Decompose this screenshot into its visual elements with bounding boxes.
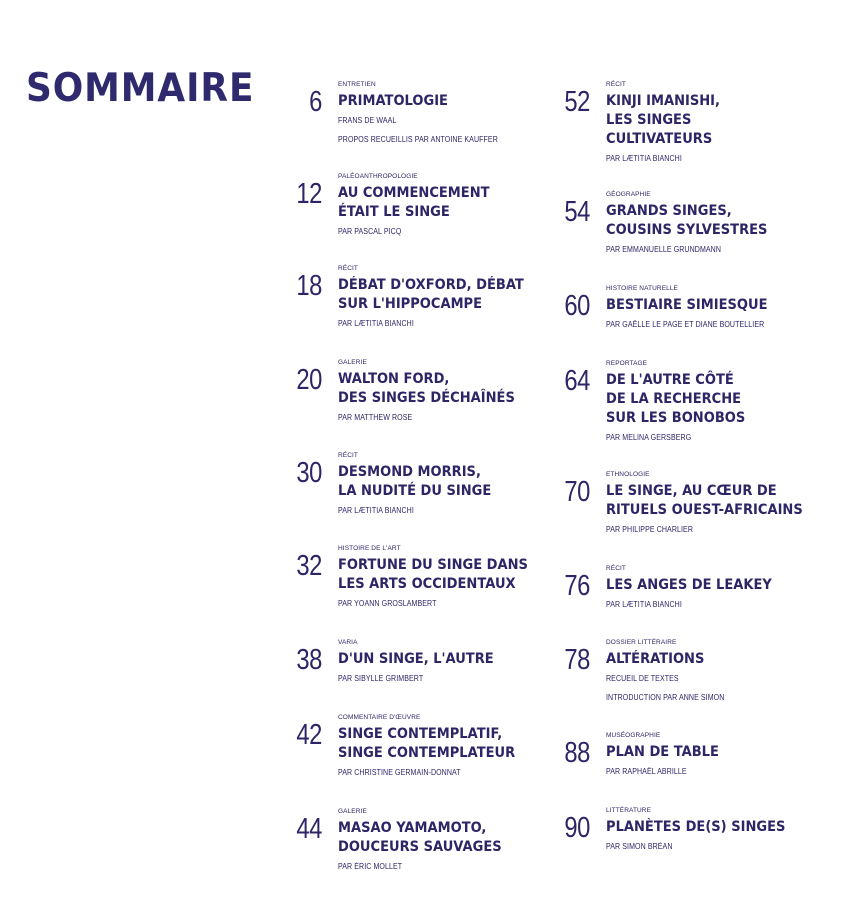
entry-body xyxy=(606,284,852,334)
entry-credit: PAR YOANN GROSLAMBERT xyxy=(338,599,437,608)
entry-rubric: LITTÉRATURE xyxy=(606,807,652,814)
entry-rubric: GÉOGRAPHIE xyxy=(606,191,651,198)
entry-title: PRIMATOLOGIE xyxy=(338,93,448,109)
entry-credit: PAR PHILIPPE CHARLIER xyxy=(606,525,694,534)
entry-credit: INTRODUCTION PAR ANNE SIMON xyxy=(606,693,725,702)
page-number: 44 xyxy=(296,813,322,845)
entry-body xyxy=(338,638,588,688)
entry-credit: PAR PASCAL PICQ xyxy=(338,227,402,236)
page-number: 64 xyxy=(564,365,590,397)
entry-title: SINGE CONTEMPLATIF, SINGE CONTEMPLATEUR xyxy=(338,726,516,761)
entry-rubric: PALÉOANTHROPOLOGIE xyxy=(338,173,418,180)
entry-rubric: VARIA xyxy=(338,639,358,646)
entry-rubric: MUSÉOGRAPHIE xyxy=(606,732,661,739)
page-number: 88 xyxy=(564,737,590,769)
entry-title: MASAO YAMAMOTO, DOUCEURS SAUVAGES xyxy=(338,820,502,855)
entry-credit: PAR CHRISTINE GERMAIN-DONNAT xyxy=(338,768,461,777)
entry-body xyxy=(606,470,852,539)
entry-rubric: ETHNOLOGIE xyxy=(606,471,650,478)
entry-credit: FRANS DE WAAL xyxy=(338,116,397,125)
page-number: 52 xyxy=(564,86,590,118)
entry-rubric: GALERIE xyxy=(338,808,367,815)
entry-credit: PAR LÆTITIA BIANCHI xyxy=(338,506,414,515)
entry-title: DÉBAT D'OXFORD, DÉBAT SUR L'HIPPOCAMPE xyxy=(338,277,524,312)
entry-body xyxy=(338,358,588,427)
page-number: 18 xyxy=(296,270,322,302)
page-number: 32 xyxy=(296,550,322,582)
entry-rubric: RÉCIT xyxy=(606,565,626,572)
entry-rubric: REPORTAGE xyxy=(606,360,648,367)
entry-title: BESTIAIRE SIMIESQUE xyxy=(606,297,768,313)
entry-title: D'UN SINGE, L'AUTRE xyxy=(338,651,494,667)
page-number: 20 xyxy=(296,364,322,396)
entry-credit: PAR MELINA GERSBERG xyxy=(606,433,692,442)
entry-credit: RECUEIL DE TEXTES xyxy=(606,674,679,683)
page-number: 54 xyxy=(564,196,590,228)
entry-title: ALTÉRATIONS xyxy=(606,651,705,667)
page-title: SOMMAIRE xyxy=(26,66,255,111)
entry-title: PLANÈTES DE(S) SINGES xyxy=(606,819,786,835)
entry-rubric: RÉCIT xyxy=(338,452,358,459)
entry-body xyxy=(338,451,588,520)
entry-title: LE SINGE, AU CŒUR DE RITUELS OUEST-AFRICAINS xyxy=(606,483,803,518)
entry-title: AU COMMENCEMENT ÉTAIT LE SINGE xyxy=(338,185,490,220)
entry-body xyxy=(338,807,588,876)
entry-rubric: ENTRETIEN xyxy=(338,81,376,88)
entry-credit: PAR LÆTITIA BIANCHI xyxy=(338,319,414,328)
entry-body xyxy=(606,731,852,781)
entry-rubric: GALERIE xyxy=(338,359,367,366)
entry-body xyxy=(606,190,852,259)
page-number: 30 xyxy=(296,457,322,489)
page-number: 90 xyxy=(564,812,590,844)
entry-body xyxy=(606,359,852,447)
entry-credit: PAR LÆTITIA BIANCHI xyxy=(606,600,682,609)
entry-title: FORTUNE DU SINGE DANS LES ARTS OCCIDENTAUX xyxy=(338,557,528,592)
page-number: 76 xyxy=(564,570,590,602)
page-number: 60 xyxy=(564,290,590,322)
entry-body xyxy=(606,564,852,614)
entry-credit: PAR LÆTITIA BIANCHI xyxy=(606,154,682,163)
entry-body xyxy=(606,638,852,707)
entry-rubric: COMMENTAIRE D'ŒUVRE xyxy=(338,714,421,721)
entry-title: KINJI IMANISHI, LES SINGES CULTIVATEURS xyxy=(606,93,721,147)
entry-title: WALTON FORD, DES SINGES DÉCHAÎNÉS xyxy=(338,371,515,406)
page-number: 42 xyxy=(296,719,322,751)
entry-body xyxy=(606,80,852,168)
entry-credit: PAR GAËLLE LE PAGE ET DIANE BOUTELLIER xyxy=(606,320,765,329)
entry-title: DESMOND MORRIS, LA NUDITÉ DU SINGE xyxy=(338,464,492,499)
entry-rubric: RÉCIT xyxy=(338,265,358,272)
entry-body xyxy=(338,713,588,782)
entry-credit: PAR MATTHEW ROSE xyxy=(338,413,413,422)
entry-credit: PAR ÉRIC MOLLET xyxy=(338,862,403,871)
entry-body xyxy=(338,172,588,241)
page-number: 78 xyxy=(564,644,590,676)
entry-rubric: DOSSIER LITTÉRAIRE xyxy=(606,639,677,646)
entry-credit: PAR EMMANUELLE GRUNDMANN xyxy=(606,245,722,254)
entry-title: GRANDS SINGES, COUSINS SYLVESTRES xyxy=(606,203,768,238)
page-number: 38 xyxy=(296,644,322,676)
entry-rubric: HISTOIRE NATURELLE xyxy=(606,285,678,292)
entry-credit: PAR SIMON BRÉAN xyxy=(606,842,673,851)
entry-rubric: RÉCIT xyxy=(606,81,626,88)
page-number: 12 xyxy=(296,178,322,210)
entry-body xyxy=(338,264,588,333)
page-number: 70 xyxy=(564,476,590,508)
entry-body xyxy=(338,80,588,149)
entry-credit: PROPOS RECUEILLIS PAR ANTOINE KAUFFER xyxy=(338,135,498,144)
entry-rubric: HISTOIRE DE L'ART xyxy=(338,545,401,552)
entry-body xyxy=(606,806,852,856)
entry-credit: PAR RAPHAËL ABRILLE xyxy=(606,767,687,776)
entry-body xyxy=(338,544,588,613)
entry-title: PLAN DE TABLE xyxy=(606,744,719,760)
page-number: 6 xyxy=(309,86,322,118)
entry-title: LES ANGES DE LEAKEY xyxy=(606,577,772,593)
entry-title: DE L'AUTRE CÔTÉ DE LA RECHERCHE SUR LES BONOBOS xyxy=(606,372,746,426)
entry-credit: PAR SIBYLLE GRIMBERT xyxy=(338,674,424,683)
